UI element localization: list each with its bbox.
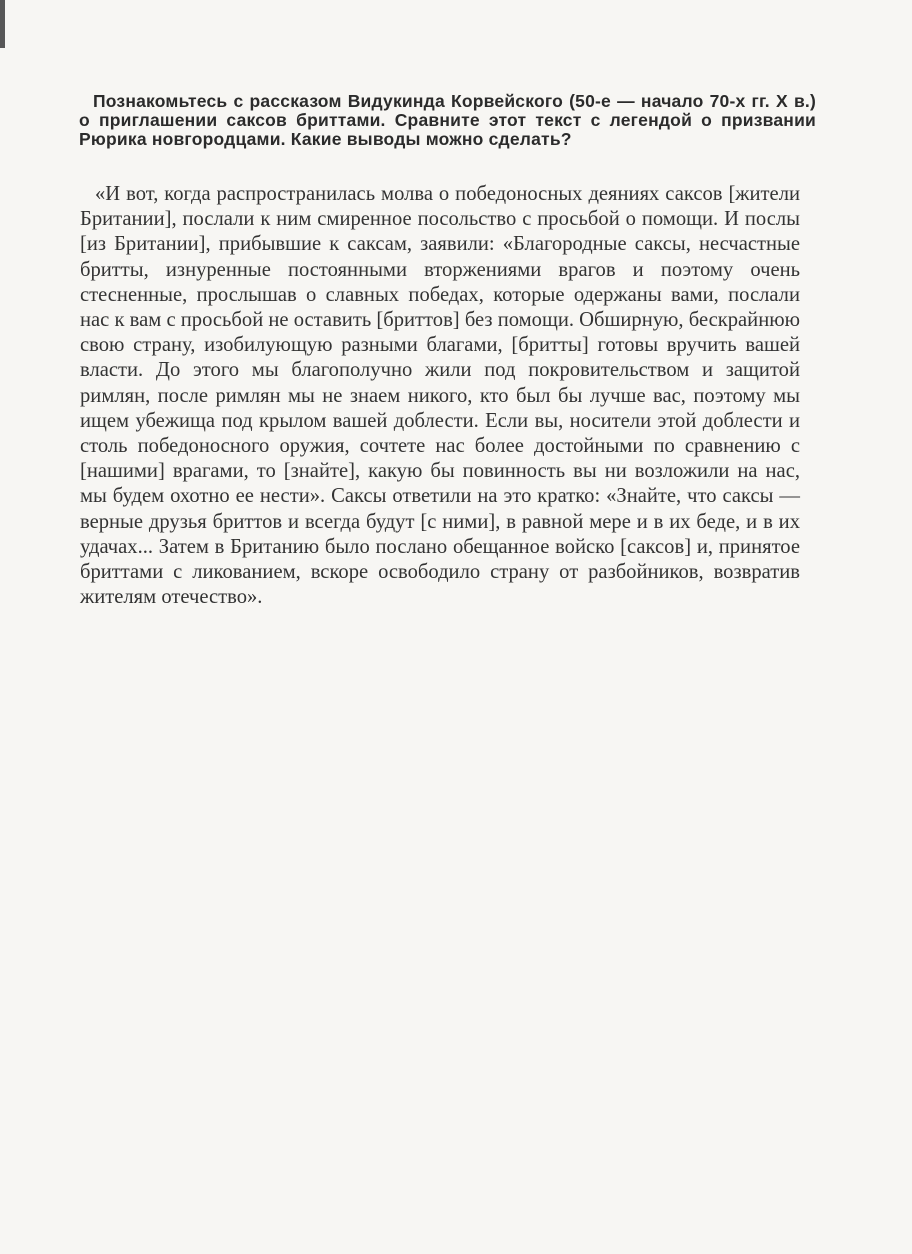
scan-edge-mark (0, 0, 5, 48)
source-passage: «И вот, когда распространилась молва о победоносных деяниях саксов [жители Британии], послали к ним смиренное посольство с просьбой о помощи. И послы [из Британии], прибывшие к саксам, заявили: «Благородные саксы, несчастные бритты, изнуренные постоянными вторжениями врагов и поэтому очень стесненные, прослышав о славных победах, которые одержаны вами, послали нас к вам с просьбой не оставить [бриттов] без помощи. Обширную, бескрайнюю свою страну, изобилующую разными благами, [бритты] готовы вручить вашей власти. До этого мы благополучно жили под покровительством и защитой римлян, после римлян мы не знаем никого, кто был бы лучше вас, поэтому мы ищем убежища под крылом вашей доблести. Если вы, носители этой доблести и столь победоносного оружия, сочтете нас более достойными по сравнению с [нашими] врагами, то [знайте], какую бы повинность вы ни возложили на нас, мы будем охотно ее нести». Саксы ответили на это кратко: «Знайте, что саксы — верные друзья бриттов и всегда будут [с ними], в равной мере и в их беде, и в их удачах... Затем в Британию было послано обещанное войско [саксов] и, принятое бриттами с ликованием, вскоре освободило страну от разбойников, возвратив жителям отечество». (80, 183, 800, 609)
task-question: Познакомьтесь с рассказом Видукинда Корвейского (50-е — начало 70-х гг. X в.) о приглашении саксов бриттами. Сравните этот текст с легендой о призвании Рюрика новгородцами. Какие выводы можно сделать? (79, 91, 816, 149)
